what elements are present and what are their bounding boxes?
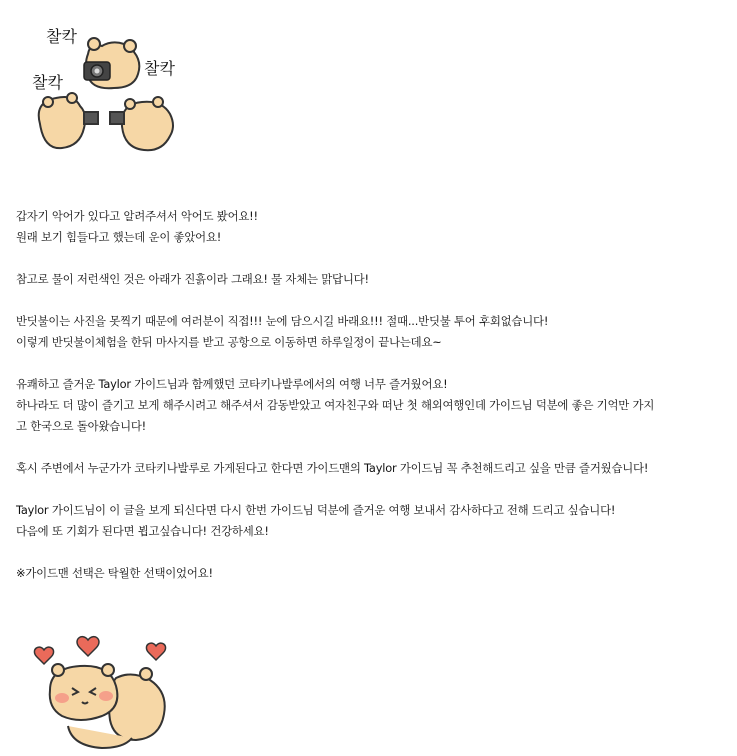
bear-back-right-icon	[110, 97, 173, 150]
bear-back-left-icon	[39, 93, 98, 148]
paragraph	[16, 269, 728, 290]
paragraph	[16, 563, 728, 584]
paragraph	[16, 311, 728, 353]
text-line: 원래 보기 힘들다고 했는데 운이 좋았어요!	[16, 230, 222, 244]
text-line: 유쾌하고 즐거운 Taylor 가이드님과 함께했던 코타키나발루에서의 여행 너무 즐거웠어요!	[16, 377, 448, 391]
text-line: 참고로 물이 저런색인 것은 아래가 진흙이라 그래요! 물 자체는 맑답니다!	[16, 272, 369, 286]
camera-icon	[84, 62, 110, 80]
text-line: Taylor 가이드님이 이 글을 보게 되신다면 다시 한번 가이드님 덕분에 즐거운 여행 보내서 감사하다고 전해 드리고 싶습니다!	[16, 503, 616, 517]
text-line: 하나라도 더 많이 즐기고 보게 해주시려고 해주셔서 감동받았고 여자친구와 떠난 첫 해외여행인데 가이드님 덕분에 좋은 기억만 가지	[16, 398, 655, 412]
paragraph	[16, 206, 728, 248]
text-line: 다음에 또 기회가 된다면 뵙고싶습니다! 건강하세요!	[16, 524, 269, 538]
text-line: 갑자기 악어가 있다고 알려주셔서 악어도 봤어요!!	[16, 209, 258, 223]
sfx-caption-top: 찰칵	[46, 27, 77, 46]
text-line: 반딧불이는 사진을 못찍기 때문에 여러분이 직접!!! 눈에 담으시길 바래요!!! 절때...반딧불 투어 후회없습니다!	[16, 314, 549, 328]
sfx-caption-right: 찰칵	[144, 59, 175, 78]
heart-icon	[34, 637, 165, 664]
paragraph	[16, 500, 728, 542]
text-line: 혹시 주변에서 누군가가 코타키나발루로 가게된다고 한다면 가이드맨의 Taylor 가이드님 꼭 추천해드리고 싶을 만큼 즐거웠습니다!	[16, 461, 649, 475]
sfx-caption-left: 찰칵	[32, 73, 63, 92]
text-line: ※가이드맨 선택은 탁월한 선택이었어요!	[16, 566, 213, 580]
paragraph	[16, 458, 728, 479]
text-line: 이렇게 반딧불이체험을 한뒤 마사지를 받고 공항으로 이동하면 하루일정이 끝나는데요~	[16, 335, 442, 349]
paragraph	[16, 374, 728, 437]
text-line: 고 한국으로 돌아왔습니다!	[16, 419, 147, 433]
bear-back-icon	[109, 668, 165, 740]
hugging-bears-sticker	[28, 626, 188, 756]
camera-bears-sticker	[18, 14, 188, 164]
post-body	[16, 206, 728, 605]
